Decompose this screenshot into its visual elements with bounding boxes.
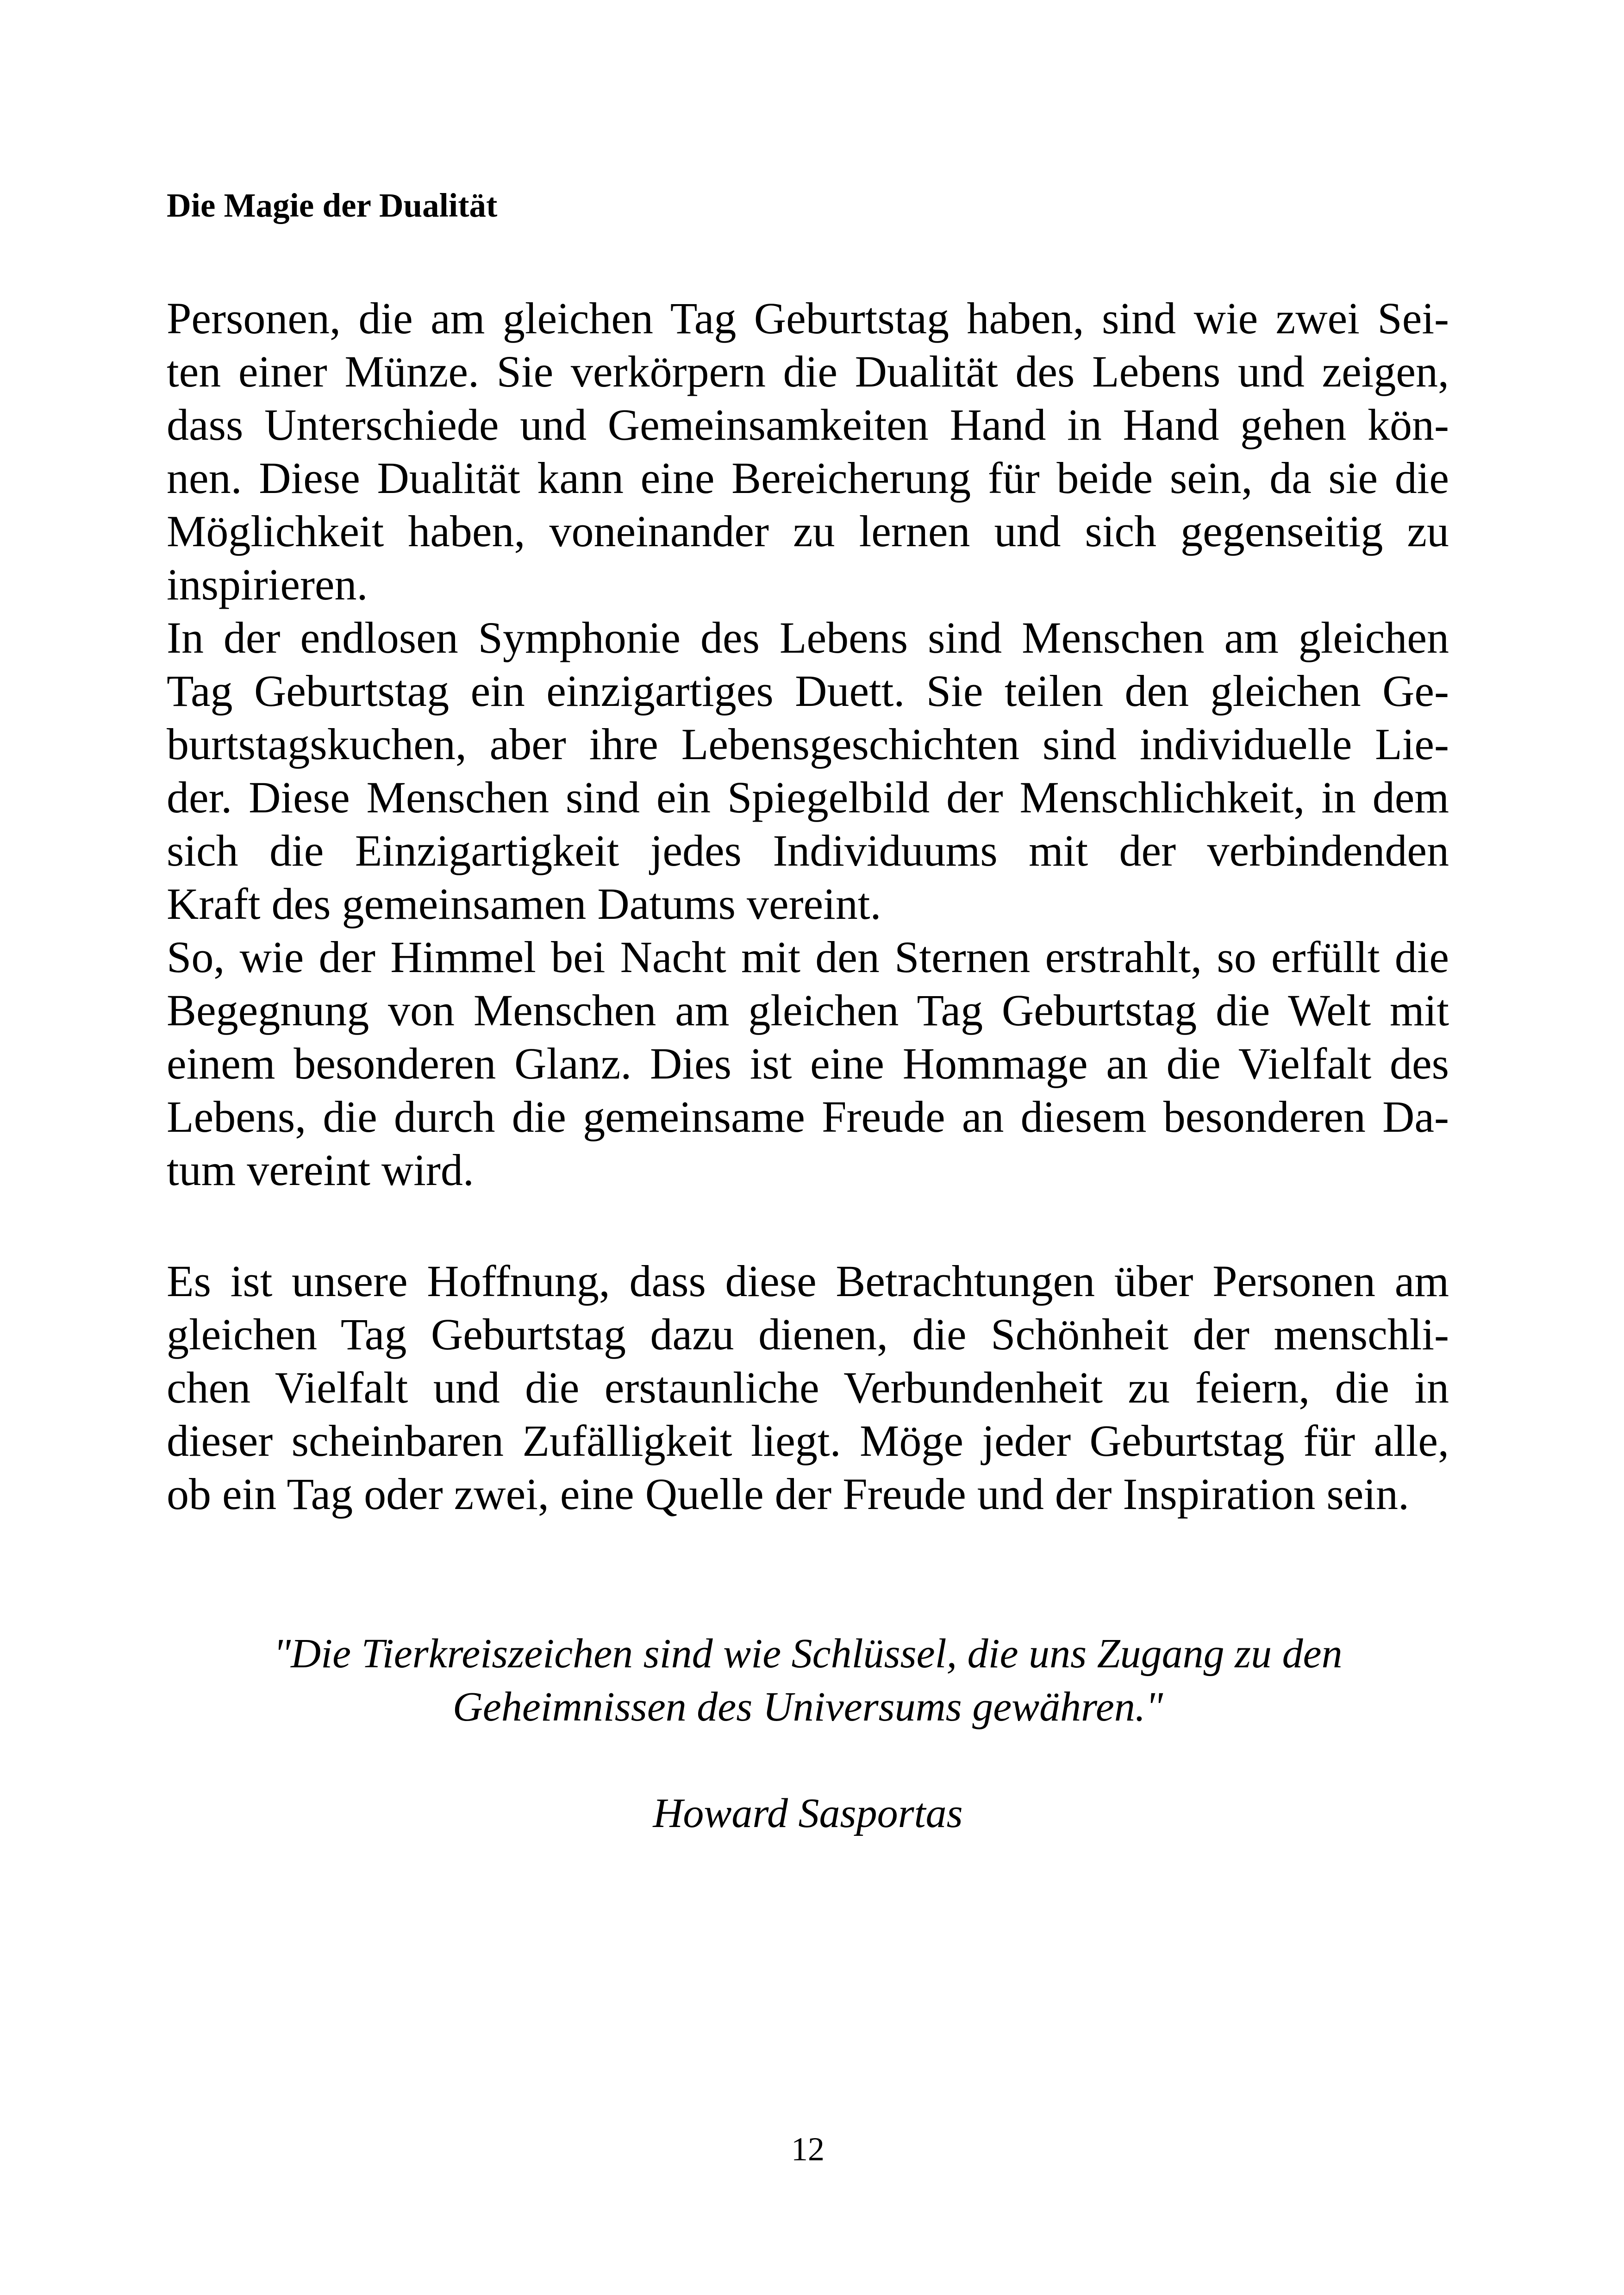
text-line: Lebens, die durch die gemeinsame Freude an diesem besonderen Da- (167, 1092, 1449, 1141)
text-line: sich die Einzigartigkeit jedes Individuums mit der verbindenden (167, 826, 1449, 875)
body-paragraphs-1 (167, 292, 1449, 1197)
text-line: Begegnung von Menschen am gleichen Tag Geburtstag die Welt mit (167, 985, 1449, 1035)
text-line: ob ein Tag oder zwei, eine Quelle der Freude und der Inspiration sein. (167, 1469, 1409, 1519)
text-line: nen. Diese Dualität kann eine Bereicherung für beide sein, da sie die (167, 453, 1449, 503)
text-line: Es ist unsere Hoffnung, dass diese Betrachtungen über Personen am (167, 1256, 1449, 1306)
text-line: tum vereint wird. (167, 1145, 474, 1195)
text-line: ten einer Münze. Sie verkörpern die Dualität des Lebens und zeigen, (167, 347, 1449, 396)
text-line: Tag Geburtstag ein einzigartiges Duett. Sie teilen den gleichen Ge- (167, 666, 1449, 716)
text-line: In der endlosen Symphonie des Lebens sind Menschen am gleichen (167, 613, 1449, 662)
page-title: Die Magie der Dualität (167, 187, 498, 224)
text-line: dieser scheinbaren Zufälligkeit liegt. Möge jeder Geburtstag für alle, (167, 1416, 1449, 1466)
text-line: einem besonderen Glanz. Dies ist eine Hommage an die Vielfalt des (167, 1039, 1449, 1088)
text-line: So, wie der Himmel bei Nacht mit den Sternen erstrahlt, so erfüllt die (167, 932, 1449, 982)
text-line: burtstagskuchen, aber ihre Lebensgeschichten sind individuelle Lie- (167, 719, 1449, 769)
text-line: Möglichkeit haben, voneinander zu lernen und sich gegenseitig zu (167, 506, 1449, 556)
text-line: dass Unterschiede und Gemeinsamkeiten Hand in Hand gehen kön- (167, 400, 1449, 449)
text-line: inspirieren. (167, 560, 368, 609)
text-line: gleichen Tag Geburtstag dazu dienen, die Schönheit der menschli- (167, 1310, 1449, 1359)
text-line: Personen, die am gleichen Tag Geburtstag haben, sind wie zwei Sei- (167, 293, 1449, 343)
quote-line: "Die Tierkreiszeichen sind wie Schlüssel, die uns Zugang zu den (273, 1631, 1343, 1677)
text-line: der. Diese Menschen sind ein Spiegelbild der Menschlichkeit, in dem (167, 773, 1449, 822)
page-number: 12 (791, 2131, 824, 2168)
quote-author: Howard Sasportas (653, 1790, 963, 1836)
body-paragraphs-2 (167, 1254, 1449, 1521)
text-line: chen Vielfalt und die erstaunliche Verbundenheit zu feiern, die in (167, 1363, 1449, 1412)
quote-line: Geheimnissen des Universums gewähren." (452, 1684, 1163, 1730)
quotation (167, 1627, 1449, 1734)
text-line: Kraft des gemeinsamen Datums vereint. (167, 879, 881, 929)
